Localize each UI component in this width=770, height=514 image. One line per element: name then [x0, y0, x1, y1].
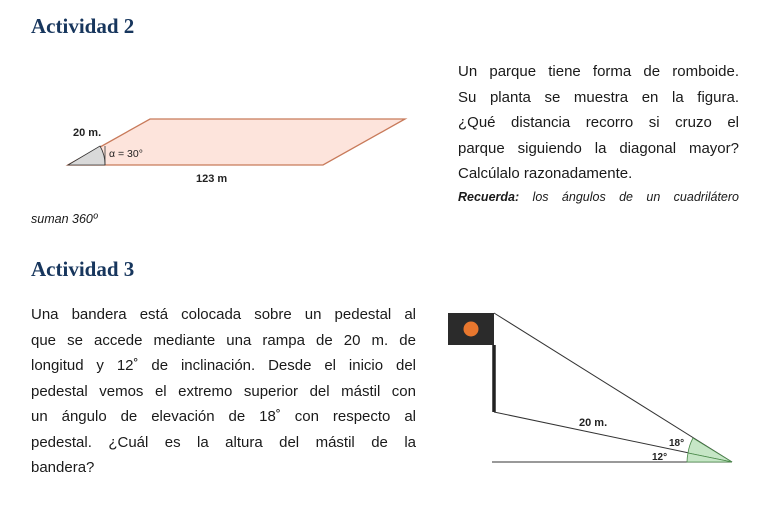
- flag-pedestal-figure: [440, 300, 740, 480]
- flag-emblem: [464, 322, 479, 337]
- problem-line: pedestal vemos el extremo superior del mástil con: [31, 382, 416, 400]
- angle-alpha-wedge: [68, 146, 105, 165]
- angle-alpha-label: α = 30°: [109, 148, 143, 160]
- problem-line: Una bandera está colocada sobre un pedestal al: [31, 306, 416, 323]
- problem-line: Calcúlalo razonadamente.: [458, 165, 633, 182]
- side-length-label: 20 m.: [73, 127, 102, 139]
- angle-18-label: 18°: [669, 438, 685, 449]
- problem-line: ¿Qué distancia recorro si cruzo el: [458, 114, 739, 131]
- base-length-label: 123 m: [196, 173, 228, 185]
- activity-2-problem: [458, 59, 739, 187]
- angle-12-label: 12°: [652, 452, 668, 463]
- parallelogram-figure: [60, 112, 420, 222]
- problem-line: Un parque tiene forma de romboide.: [458, 63, 739, 80]
- reminder-note: [458, 190, 739, 204]
- activity-3-problem: [31, 302, 416, 481]
- problem-line: que se accede mediante una rampa de 20 m. de: [31, 331, 416, 349]
- problem-line: bandera?: [31, 459, 95, 476]
- problem-line: parque siguiendo la diagonal mayor?: [458, 139, 739, 157]
- ramp-length-label: 20 m.: [579, 417, 608, 429]
- reminder-continuation: suman 360º: [31, 212, 98, 226]
- reminder-label: Recuerda:: [458, 190, 520, 204]
- problem-line: pedestal. ¿Cuál es la altura del mástil de la: [31, 433, 416, 451]
- activity-3-heading: Actividad 3: [31, 257, 135, 281]
- problem-line: un ángulo de elevación de 18˚ con respecto al: [31, 408, 416, 425]
- problem-line: Su planta se muestra en la figura.: [458, 88, 739, 106]
- activity-2-heading: Actividad 2: [31, 14, 135, 38]
- problem-line: longitud y 12˚ de inclinación. Desde el inicio del: [31, 357, 416, 374]
- reminder-text: los ángulos de un cuadrilátero: [532, 190, 740, 204]
